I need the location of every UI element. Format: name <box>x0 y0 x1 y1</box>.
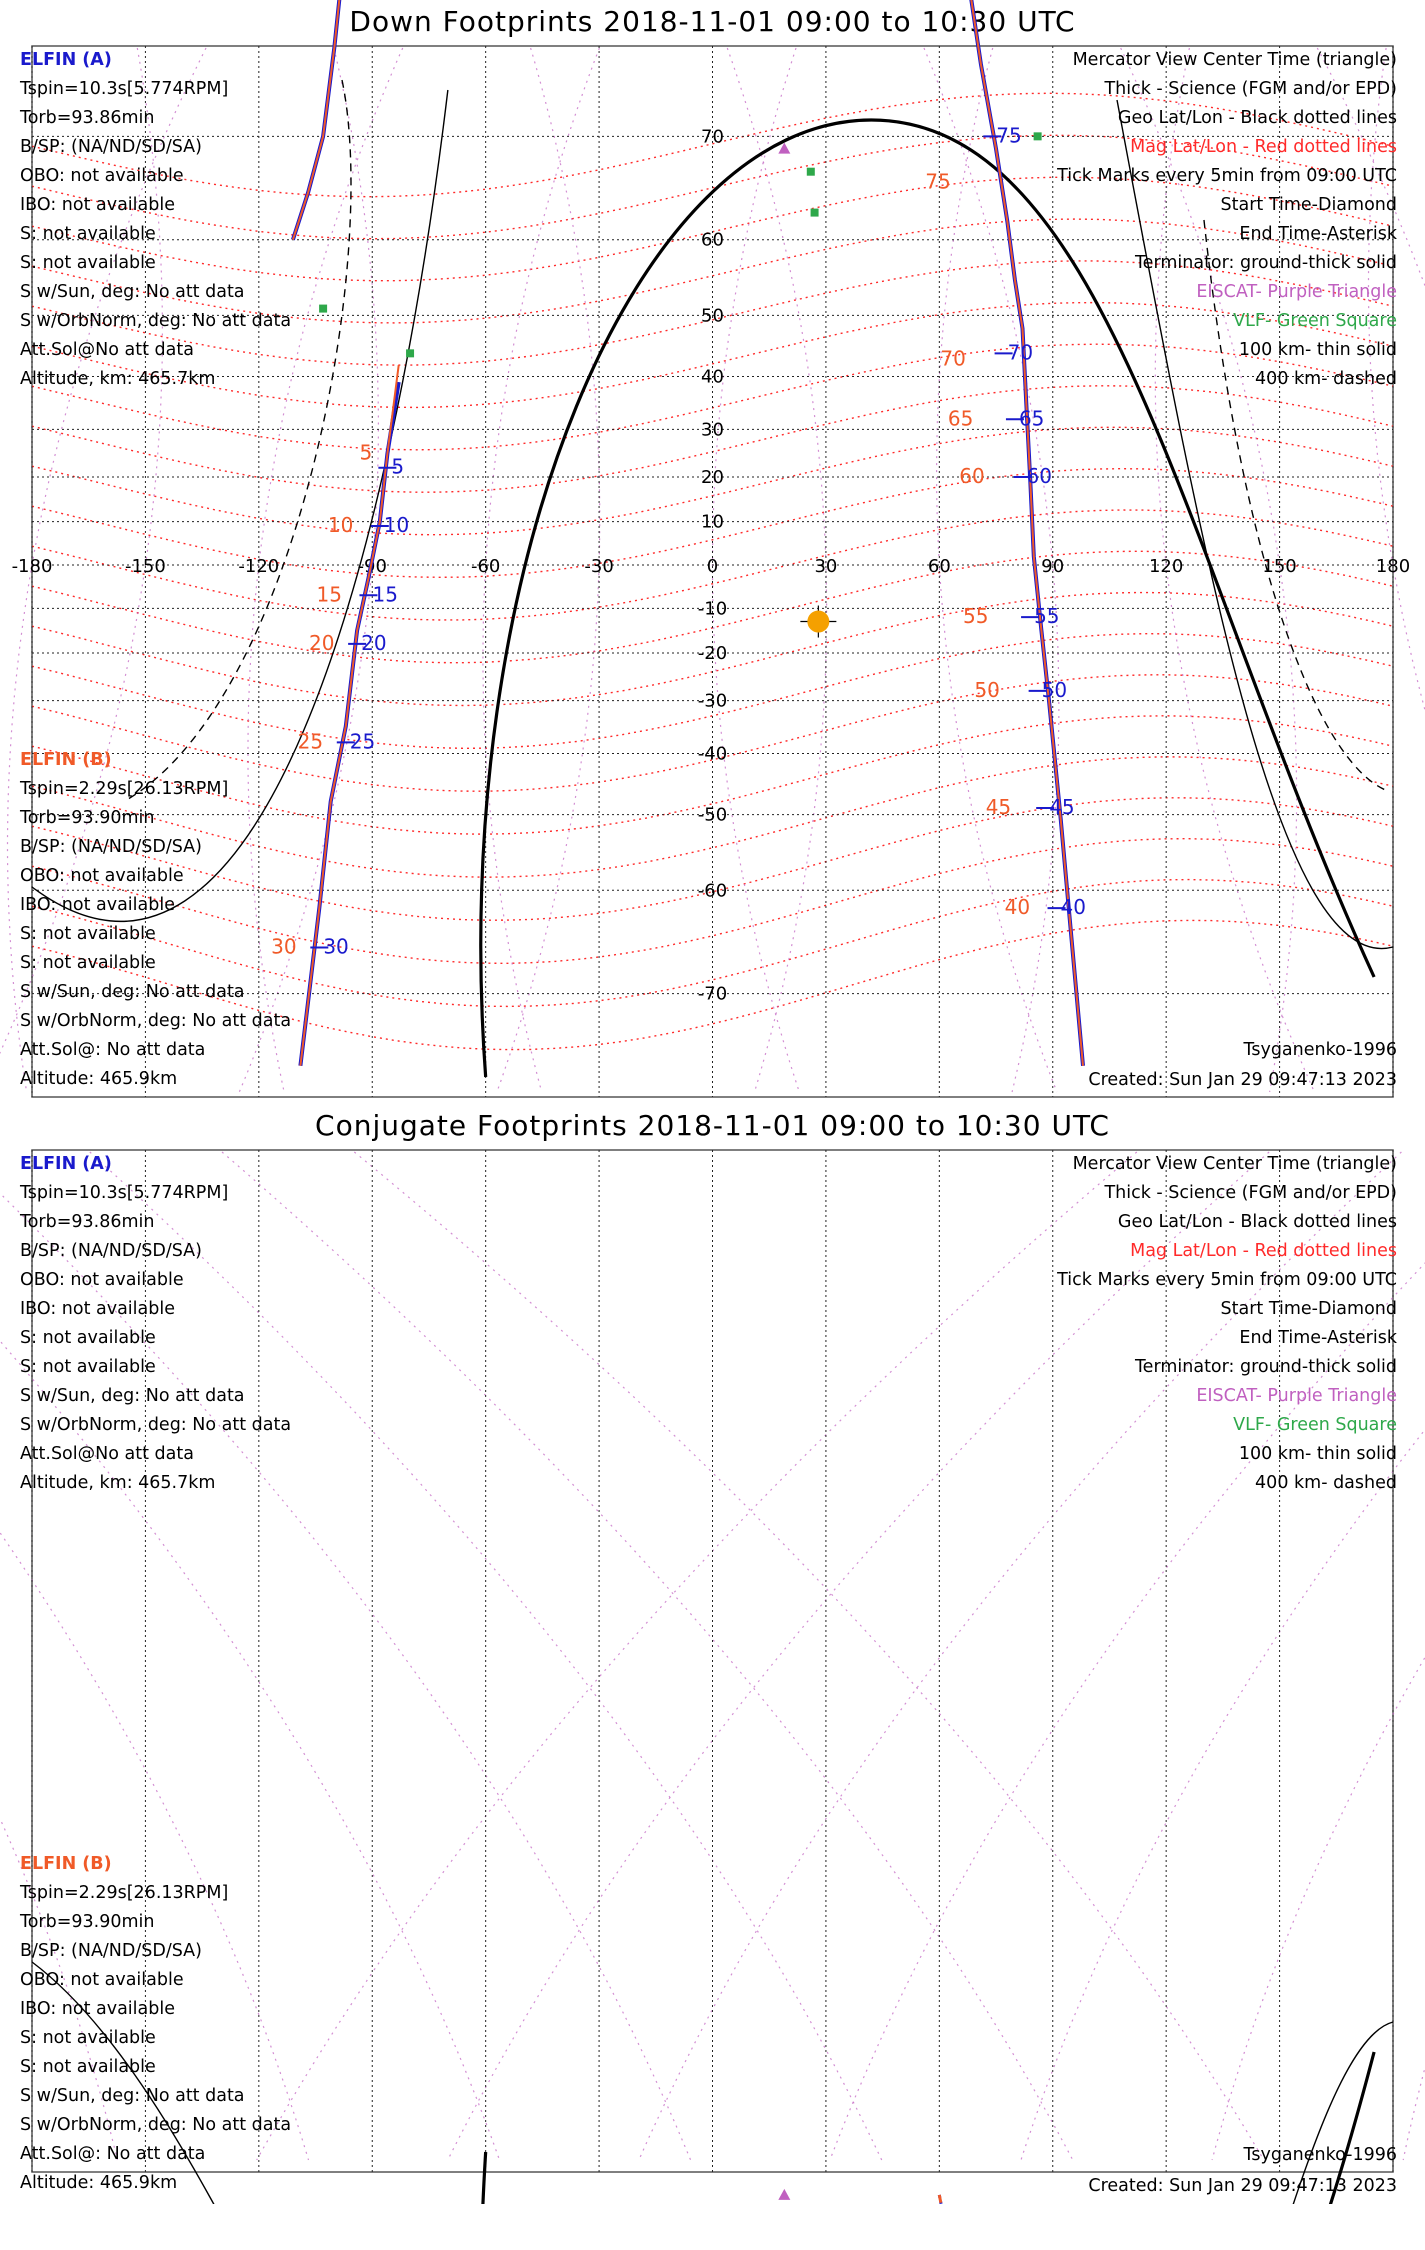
elfin-b-time-label: 20 <box>308 630 335 655</box>
elfin-a-time-label: 75 <box>996 123 1022 148</box>
legend-entry: End Time-Asterisk <box>1239 1328 1397 1348</box>
lat-tick-label: -30 <box>697 690 728 712</box>
info-line: S: not available <box>20 253 156 273</box>
legend-entry: Tick Marks every 5min from 09:00 UTC <box>1057 166 1397 186</box>
info-line: OBO: not available <box>20 1970 184 1990</box>
legend-entry: 100 km- thin solid <box>1238 340 1397 360</box>
vlf-station-marker <box>319 305 327 313</box>
lat-tick-label: -50 <box>697 804 728 826</box>
info-line: S: not available <box>20 2057 156 2077</box>
vlf-station-marker <box>807 168 815 176</box>
elfin-a-time-label: 15 <box>372 582 398 607</box>
info-line: S: not available <box>20 1328 156 1348</box>
info-line: Torb=93.86min <box>20 1212 155 1232</box>
info-line: S w/OrbNorm, deg: No att data <box>20 1415 292 1435</box>
lat-tick-label: -40 <box>697 743 728 765</box>
elfin-a-time-label: 25 <box>349 729 376 754</box>
info-line: S: not available <box>20 924 156 944</box>
lon-tick-label: 150 <box>1262 556 1297 577</box>
legend-entry: Geo Lat/Lon - Black dotted lines <box>1117 1212 1397 1232</box>
info-line: Altitude: 465.9km <box>20 2173 178 2193</box>
info-line: Tspin=2.29s[26.13RPM] <box>20 1883 229 1903</box>
elfin-a-time-label: 60 <box>1026 463 1052 488</box>
lon-tick-label: 120 <box>1148 556 1184 577</box>
lat-tick-label: 60 <box>701 229 724 251</box>
info-line: S: not available <box>20 224 156 244</box>
lon-tick-label: 90 <box>1041 556 1065 577</box>
lat-tick-label: 40 <box>701 366 724 388</box>
elfin-a-time-label: 50 <box>1041 677 1068 702</box>
lat-tick-label: -60 <box>697 880 728 902</box>
legend-entry: Tick Marks every 5min from 09:00 UTC <box>1057 1270 1397 1290</box>
elfin-b-time-label: 45 <box>985 795 1012 820</box>
info-line: S w/OrbNorm, deg: No att data <box>20 2115 292 2135</box>
info-line: S w/OrbNorm, deg: No att data <box>20 311 292 331</box>
info-line: Altitude: 465.9km <box>20 1069 178 1089</box>
lon-tick-label: -60 <box>470 556 501 577</box>
info-line: S w/Sun, deg: No att data <box>20 1386 245 1406</box>
panel-title-conjugate: Conjugate Footprints 2018-11-01 09:00 to 10:30 UTC <box>315 1109 1110 1142</box>
legend-entry: VLF- Green Square <box>1233 1415 1397 1435</box>
legend-entry: Mercator View Center Time (triangle) <box>1072 1154 1397 1174</box>
legend-entry: Terminator: ground-thick solid <box>1134 1357 1397 1377</box>
elfin-b-time-label: 10 <box>327 513 354 538</box>
info-line: Att.Sol@: No att data <box>20 2144 206 2164</box>
info-line: Torb=93.90min <box>20 1912 155 1932</box>
elfin-b-info-conjugate <box>20 1850 291 2198</box>
model-label-down: Tsyganenko-1996 <box>1243 1040 1397 1060</box>
info-line: Att.Sol@No att data <box>20 340 194 360</box>
elfin-b-time-label: 15 <box>316 582 343 607</box>
info-line: Torb=93.86min <box>20 108 155 128</box>
lat-tick-label: -20 <box>697 643 728 665</box>
elfin-b-time-label: 55 <box>963 604 989 629</box>
elfin-b-time-label: 75 <box>925 169 951 194</box>
info-line: S w/Sun, deg: No att data <box>20 2086 245 2106</box>
elfin-b-time-label: 30 <box>271 934 297 959</box>
legend-down <box>1057 46 1397 394</box>
elfin-a-time-label: 65 <box>1018 406 1045 431</box>
lat-tick-label: 70 <box>701 126 724 148</box>
elfin-a-time-label: 70 <box>1007 340 1034 365</box>
info-line: ELFIN (B) <box>20 750 112 770</box>
info-line: Tspin=2.29s[26.13RPM] <box>20 779 229 799</box>
info-line: S w/OrbNorm, deg: No att data <box>20 1011 292 1031</box>
lat-tick-label: 50 <box>701 305 724 327</box>
elfin-a-info-conjugate <box>20 1150 291 1498</box>
info-line: OBO: not available <box>20 166 184 186</box>
legend-entry: 400 km- dashed <box>1255 1473 1397 1493</box>
info-line: IBO: not available <box>20 1999 175 2019</box>
model-label-conjugate: Tsyganenko-1996 <box>1243 2145 1397 2165</box>
legend-entry: Geo Lat/Lon - Black dotted lines <box>1117 108 1397 128</box>
legend-entry: Thick - Science (FGM and/or EPD) <box>1104 79 1397 99</box>
info-line: Tspin=10.3s[5.774RPM] <box>20 1183 229 1203</box>
panel-title-down: Down Footprints 2018-11-01 09:00 to 10:30 UTC <box>349 5 1076 38</box>
info-line: B/SP: (NA/ND/SD/SA) <box>20 837 202 857</box>
elfin-a-time-label: 40 <box>1060 895 1086 920</box>
elfin-b-time-label: 65 <box>947 406 974 431</box>
legend-entry: EISCAT- Purple Triangle <box>1196 282 1397 302</box>
elfin-a-time-label: 5 <box>391 454 405 479</box>
info-line: OBO: not available <box>20 1270 184 1290</box>
info-line: B/SP: (NA/ND/SD/SA) <box>20 1241 202 1261</box>
lat-tick-label: 30 <box>701 419 724 441</box>
info-line: S: not available <box>20 1357 156 1377</box>
legend-entry: Mag Lat/Lon - Red dotted lines <box>1130 137 1397 157</box>
legend-entry: EISCAT- Purple Triangle <box>1196 1386 1397 1406</box>
legend-entry: Start Time-Diamond <box>1220 1299 1397 1319</box>
lon-tick-label: 60 <box>927 556 951 577</box>
info-line: OBO: not available <box>20 866 184 886</box>
info-line: IBO: not available <box>20 895 175 915</box>
legend-entry: VLF- Green Square <box>1233 311 1397 331</box>
legend-entry: End Time-Asterisk <box>1239 224 1397 244</box>
info-line: Altitude, km: 465.7km <box>20 369 216 389</box>
info-line: IBO: not available <box>20 1299 175 1319</box>
created-label-down: Created: Sun Jan 29 09:47:13 2023 <box>1088 1070 1397 1090</box>
elfin-a-time-label: 45 <box>1049 795 1075 820</box>
legend-conjugate <box>1057 1150 1397 1498</box>
info-line: Att.Sol@: No att data <box>20 1040 206 1060</box>
info-line: B/SP: (NA/ND/SD/SA) <box>20 1941 202 1961</box>
info-line: S: not available <box>20 953 156 973</box>
info-line: Altitude, km: 465.7km <box>20 1473 216 1493</box>
elfin-a-time-label: 20 <box>361 630 387 655</box>
subsolar-point-sun <box>807 611 829 633</box>
lon-tick-label: -180 <box>11 556 53 577</box>
legend-entry: Mag Lat/Lon - Red dotted lines <box>1130 1241 1397 1261</box>
elfin-b-info-down <box>20 746 291 1094</box>
lat-tick-label: 20 <box>701 466 724 488</box>
legend-entry: 400 km- dashed <box>1255 369 1397 389</box>
elfin-b-time-label: 40 <box>1004 895 1031 920</box>
elfin-b-time-label: 50 <box>974 677 1000 702</box>
elfin-b-time-label: 70 <box>940 346 966 371</box>
info-line: S: not available <box>20 2028 156 2048</box>
created-label-conjugate: Created: Sun Jan 29 09:47:13 2023 <box>1088 2176 1397 2196</box>
elfin-a-info-down <box>20 46 291 394</box>
elfin-a-track <box>939 2195 1030 2204</box>
legend-entry: Thick - Science (FGM and/or EPD) <box>1104 1183 1397 1203</box>
info-line: B/SP: (NA/ND/SD/SA) <box>20 137 202 157</box>
lon-tick-label: -150 <box>124 556 166 577</box>
lon-tick-label: 180 <box>1375 556 1411 577</box>
lat-tick-label: -10 <box>697 598 728 620</box>
info-line: ELFIN (A) <box>20 1154 112 1174</box>
legend-entry: 100 km- thin solid <box>1238 1444 1397 1464</box>
elfin-a-time-label: 55 <box>1034 604 1060 629</box>
vlf-station-marker <box>1034 132 1042 140</box>
lat-tick-label: 10 <box>701 511 724 533</box>
info-line: S w/Sun, deg: No att data <box>20 982 245 1002</box>
elfin-b-time-label: 5 <box>359 440 373 465</box>
elfin-a-time-label: 30 <box>323 934 349 959</box>
lon-tick-label: 0 <box>706 556 719 577</box>
legend-entry: Terminator: ground-thick solid <box>1134 253 1397 273</box>
info-line: S w/Sun, deg: No att data <box>20 282 245 302</box>
lat-tick-label: -70 <box>697 983 728 1005</box>
mag-lon-line <box>1403 1152 1425 2160</box>
elfin-a-time-label: 10 <box>383 513 410 538</box>
elfin-b-track <box>939 2195 1030 2204</box>
info-line: Tspin=10.3s[5.774RPM] <box>20 79 229 99</box>
lon-tick-label: -90 <box>357 556 387 577</box>
lon-tick-label: -120 <box>238 556 280 577</box>
info-line: Torb=93.90min <box>20 808 155 828</box>
lon-tick-label: 30 <box>814 556 838 577</box>
info-line: IBO: not available <box>20 195 175 215</box>
info-line: ELFIN (A) <box>20 50 112 70</box>
info-line: ELFIN (B) <box>20 1854 112 1874</box>
eiscat-station-marker <box>778 2189 790 2200</box>
info-line: Att.Sol@No att data <box>20 1444 194 1464</box>
elfin-b-time-label: 60 <box>959 463 985 488</box>
legend-entry: Start Time-Diamond <box>1220 195 1397 215</box>
elfin-b-time-label: 25 <box>297 729 324 754</box>
legend-entry: Mercator View Center Time (triangle) <box>1072 50 1397 70</box>
lon-tick-label: -30 <box>584 556 614 577</box>
vlf-station-marker <box>811 209 819 217</box>
vlf-station-marker <box>406 349 414 357</box>
